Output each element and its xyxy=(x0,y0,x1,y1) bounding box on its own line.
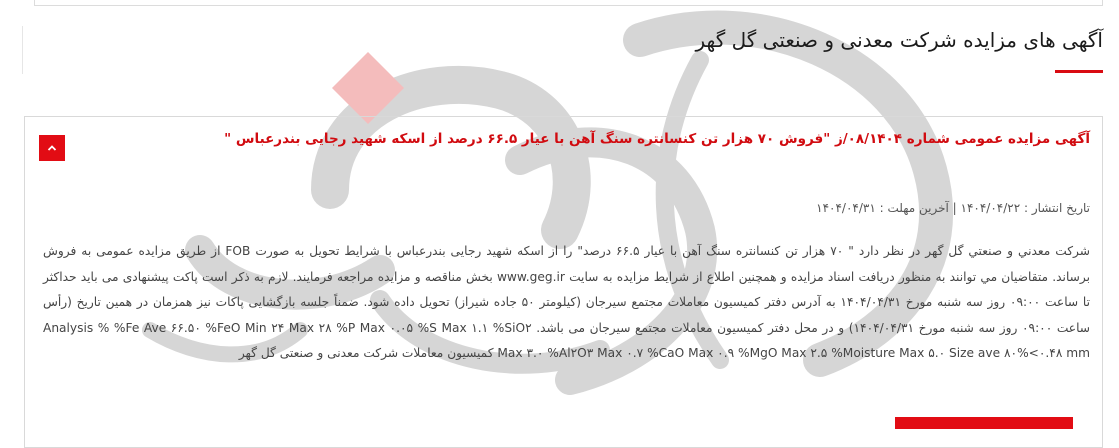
section-header xyxy=(22,26,1103,74)
notice-body: شرکت معدني و صنعتي گل گهر در نظر دارد " ۷۰ هزار تن کنسانتره سنگ آهن با عیار ۶۶.۵ درصد" را از اسکه شهید رجایی بندرعباس با شرایط تحویل به صورت FOB از طریق مزایده عمومی به فروش برساند. متقاضيان مي توانند به منظور دریافت اسناد مزایده و همچنین اطلاع از شرایط مزایده به سایت www.geg.ir بخش مناقصه و مزایده مراجعه فرمایند. لازم به ذکر است پاکت پیشنهادی می باید حداکثر تا ساعت ۰۹:۰۰ روز سه شنبه مورخ ۱۴۰۴/۰۴/۳۱ به آدرس دفتر کمیسیون معاملات مجتمع سیرجان (کیلومتر ۵۰ جاده شیراز) تحویل داده شود. ضمناً جلسه بازگشایی پاکات نیز همزمان در همین تاریخ (رأس ساعت ۰۹:۰۰ روز سه شنبه مورخ ۱۴۰۴/۰۴/۳۱) و در محل دفتر کمیسیون معاملات مجتمع سیرجان می باشد. Analysis % %Fe Ave ۶۶.۵۰ %FeO Min ۲۴ Max ۲۸ %P Max ۰.۰۵ %S Max ۱.۱ %SiO۲ Max ۳.۰ %Al۲O۳ Max ۰.۷ %CaO Max ۰.۹ %MgO Max ۲.۵ %Moisture Max ۵.۰ Size ave ۸۰%<۰.۴۸ mm کمیسیون معاملات شرکت معدنی و صنعتی گل گهر xyxy=(43,244,1091,361)
notice-dates: تاریخ انتشار : ۱۴۰۴/۰۴/۲۲ | آخرین مهلت : ۱۴۰۴/۰۴/۳۱ xyxy=(816,201,1090,215)
auction-notice-card xyxy=(24,116,1103,448)
collapse-toggle-button[interactable] xyxy=(39,135,65,161)
title-underline xyxy=(1055,70,1103,73)
notice-action-button[interactable] xyxy=(895,417,1073,429)
section-title: آگهی های مزایده شرکت معدنی و صنعتی گل گهر xyxy=(695,28,1103,52)
notice-title[interactable]: آگهی مزایده عمومی شماره ۰۸/۱۴۰۴/ز "فروش ۷۰ هزار تن کنسانتره سنگ آهن با عیار ۶۶.۵ درصد از اسکه شهید رجایی بندرعباس " xyxy=(224,131,1090,147)
top-frame xyxy=(34,0,1103,6)
chevron-up-icon xyxy=(47,144,57,152)
